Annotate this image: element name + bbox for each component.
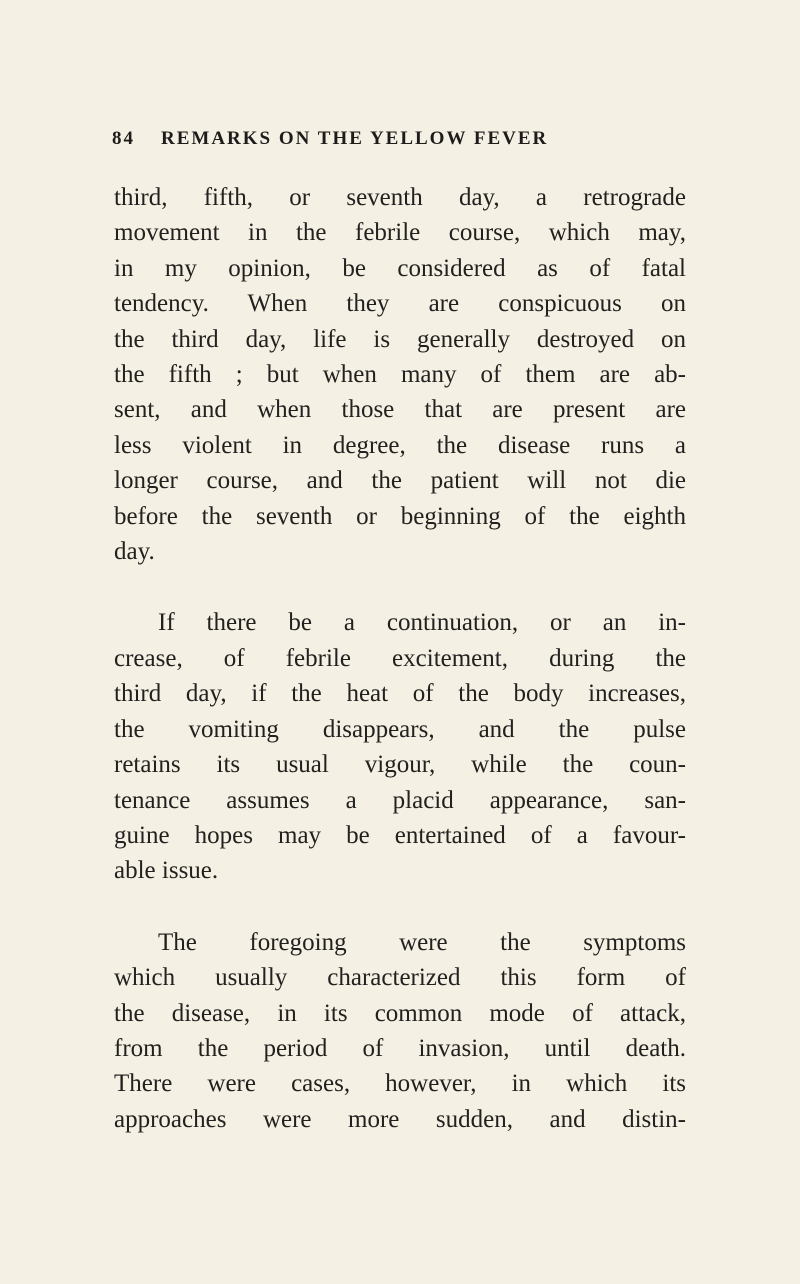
text-line: able issue. <box>114 857 219 885</box>
text-line: There were cases, however, in which its <box>114 1070 686 1098</box>
text-line: If there be a continuation, or an in- <box>158 609 686 637</box>
text-line: third day, if the heat of the body increases, <box>114 680 686 708</box>
text-line: retains its usual vigour, while the coun- <box>114 751 686 779</box>
text-line: the third day, life is generally destroyed on <box>114 325 686 353</box>
text-line: third, fifth, or seventh day, a retrograde <box>114 184 686 211</box>
text-line: approaches were more sudden, and distin- <box>114 1105 686 1133</box>
text-line: crease, of febrile excitement, during the <box>114 644 686 672</box>
text-line: less violent in degree, the disease runs a <box>114 431 686 459</box>
page-header <box>112 128 672 162</box>
text-line: tendency. When they are conspicuous on <box>114 290 686 318</box>
paragraph-gap <box>114 569 686 605</box>
text-line: from the period of invasion, until death. <box>114 1034 686 1062</box>
paragraph-gap <box>114 889 686 925</box>
paragraph-1 <box>114 180 686 569</box>
text-line: day. <box>114 538 155 566</box>
text-line: the vomiting disappears, and the pulse <box>114 715 686 743</box>
text-line: guine hopes may be entertained of a favour- <box>114 821 686 849</box>
text-line: tenance assumes a placid appearance, san- <box>114 786 686 814</box>
text-line: movement in the febrile course, which may, <box>114 219 686 247</box>
text-line: the disease, in its common mode of attack, <box>114 999 686 1027</box>
text-line: which usually characterized this form of <box>114 964 686 992</box>
paragraph-3 <box>114 925 686 1137</box>
running-head: REMARKS ON THE YELLOW FEVER <box>161 128 549 149</box>
page-number: 84 <box>112 128 135 149</box>
text-line: the fifth ; but when many of them are ab- <box>114 361 686 389</box>
text-line: The foregoing were the symptoms <box>158 928 686 956</box>
text-line: longer course, and the patient will not die <box>114 467 686 495</box>
body-text <box>114 180 686 1137</box>
text-line: before the seventh or beginning of the eighth <box>114 502 686 530</box>
text-line: in my opinion, be considered as of fatal <box>114 254 686 282</box>
text-line: sent, and when those that are present are <box>114 396 686 424</box>
paragraph-2 <box>114 605 686 888</box>
